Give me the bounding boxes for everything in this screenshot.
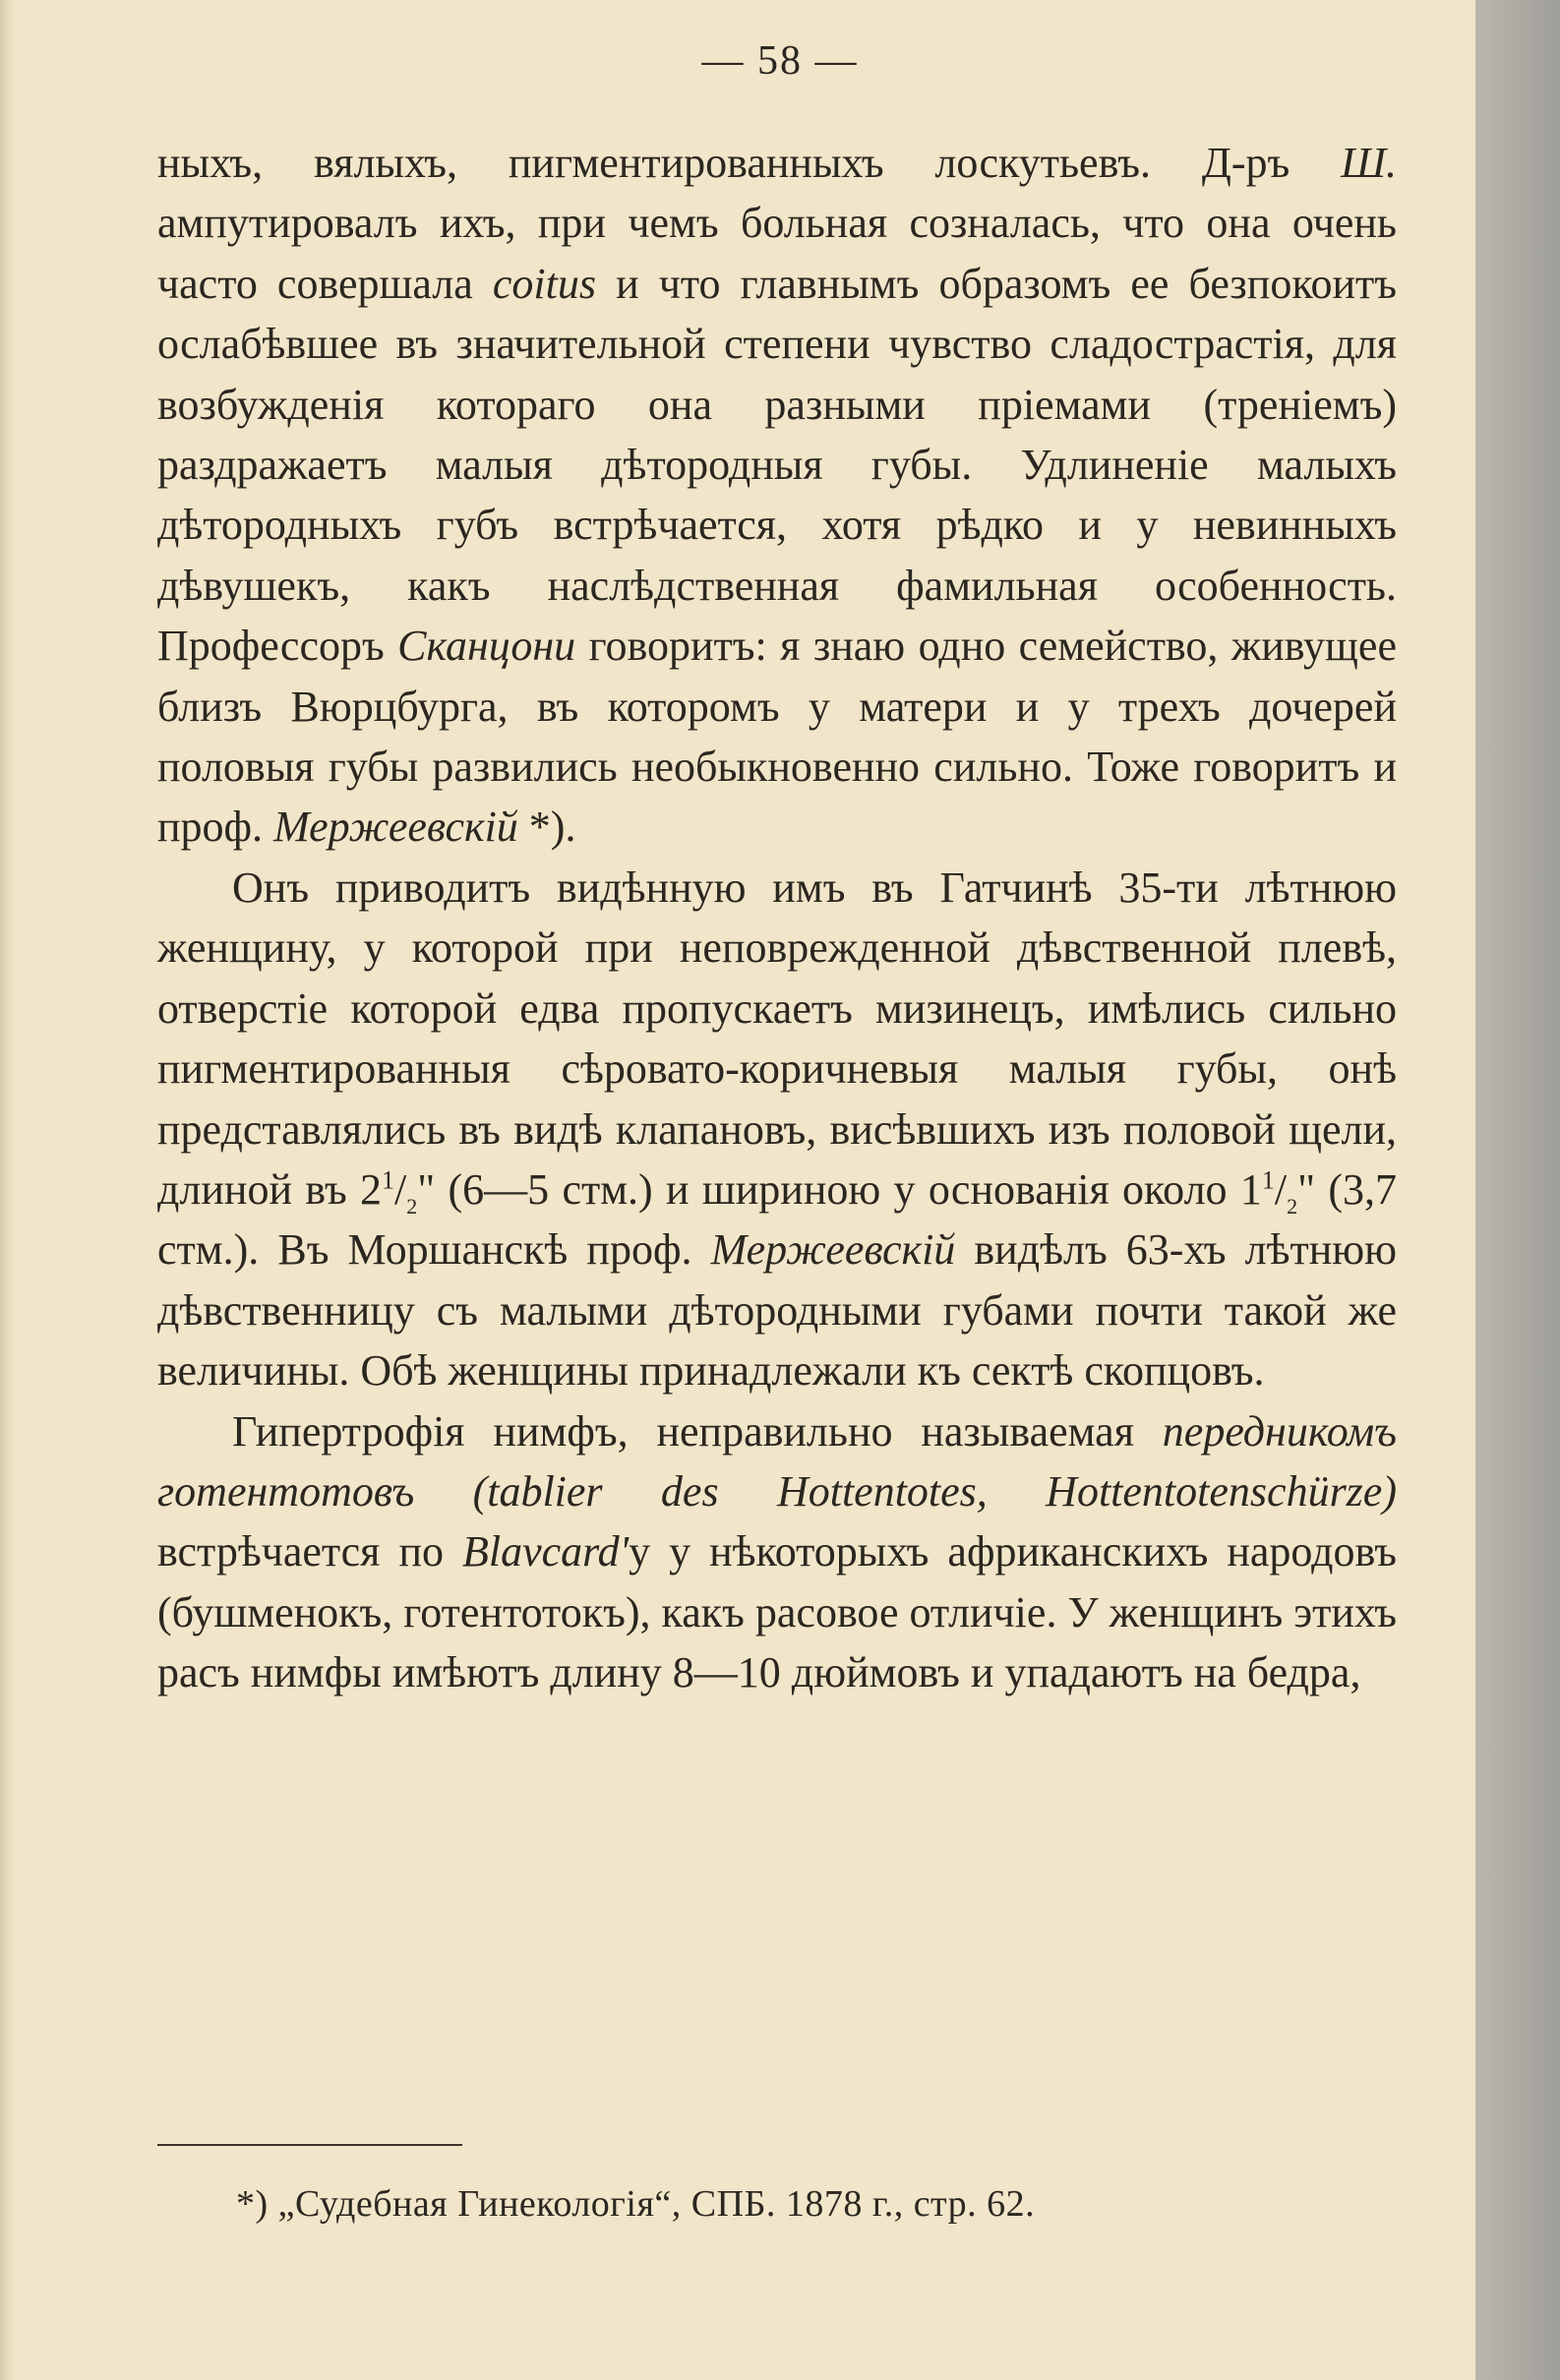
footnote-divider — [157, 2144, 462, 2146]
body-text — [157, 133, 1397, 1703]
page-left-edge — [0, 0, 14, 2380]
paragraph-3: Гипертрофія нимфъ, неправильно называемая передникомъ готентотовъ (tablier des Hottentotes, Hottentotenschürze) встрѣчается по Blavcard'у у нѣкоторыхъ африканскихъ народовъ (бушменокъ, готентотокъ), какъ расовое отличіе. У женщинъ этихъ расъ нимфы имѣютъ длину 8—10 дюймовъ и упадаютъ на бедра, — [157, 1406, 1397, 1697]
footnote: *) „Судебная Гинекологія“, СПБ. 1878 г., стр. 62. — [236, 2183, 1036, 2225]
paragraph-2: Онъ приводитъ видѣнную имъ въ Гатчинѣ 35-ти лѣтнюю женщину, у которой при неповрежденной дѣвственной плевѣ, отверстіе которой едва пропускаетъ мизинецъ, имѣлись сильно пигментированныя сѣровато-коричневыя малыя губы, онѣ представлялись въ видѣ клапановъ, висѣвшихъ изъ половой щели, длиной въ $2^1/_2$" (6—5 стм.) и шириною у основанія около $1^1/_2$" (3,7 стм.). Въ Моршанскѣ проф. Мержеевскій видѣлъ 63-хъ лѣтнюю дѣвственницу съ малыми дѣтородными губами почти такой же величины. Обѣ женщины принадлежали къ сектѣ скопцовъ. — [157, 863, 1398, 1396]
page-number: — 58 — — [701, 38, 859, 84]
paragraph-1: ныхъ, вялыхъ, пигментированныхъ лоскутьевъ. Д-ръ Ш. ампутировалъ ихъ, при чемъ больная созналась, что она очень часто совершала coitus и что главнымъ образомъ ее безпокоитъ ослабѣвшее въ значительной степени чувство сладострастія, для возбужденія котораго она разными пріемами (треніемъ) раздражаетъ малыя дѣтородныя губы. Удлиненіе малыхъ дѣтородныхъ губъ встрѣчается, хотя рѣдко и у невинныхъ дѣвушекъ, какъ наслѣдственная фамильная особенность. Профессоръ Сканцони говоритъ: я знаю одно семейство, живущее близъ Вюрцбурга, въ которомъ у матери и у трехъ дочерей половыя губы развились необыкновенно сильно. Тоже говоритъ и проф. Мержеевскій *). — [157, 139, 1397, 852]
scan-background-edge — [1475, 0, 1560, 2380]
